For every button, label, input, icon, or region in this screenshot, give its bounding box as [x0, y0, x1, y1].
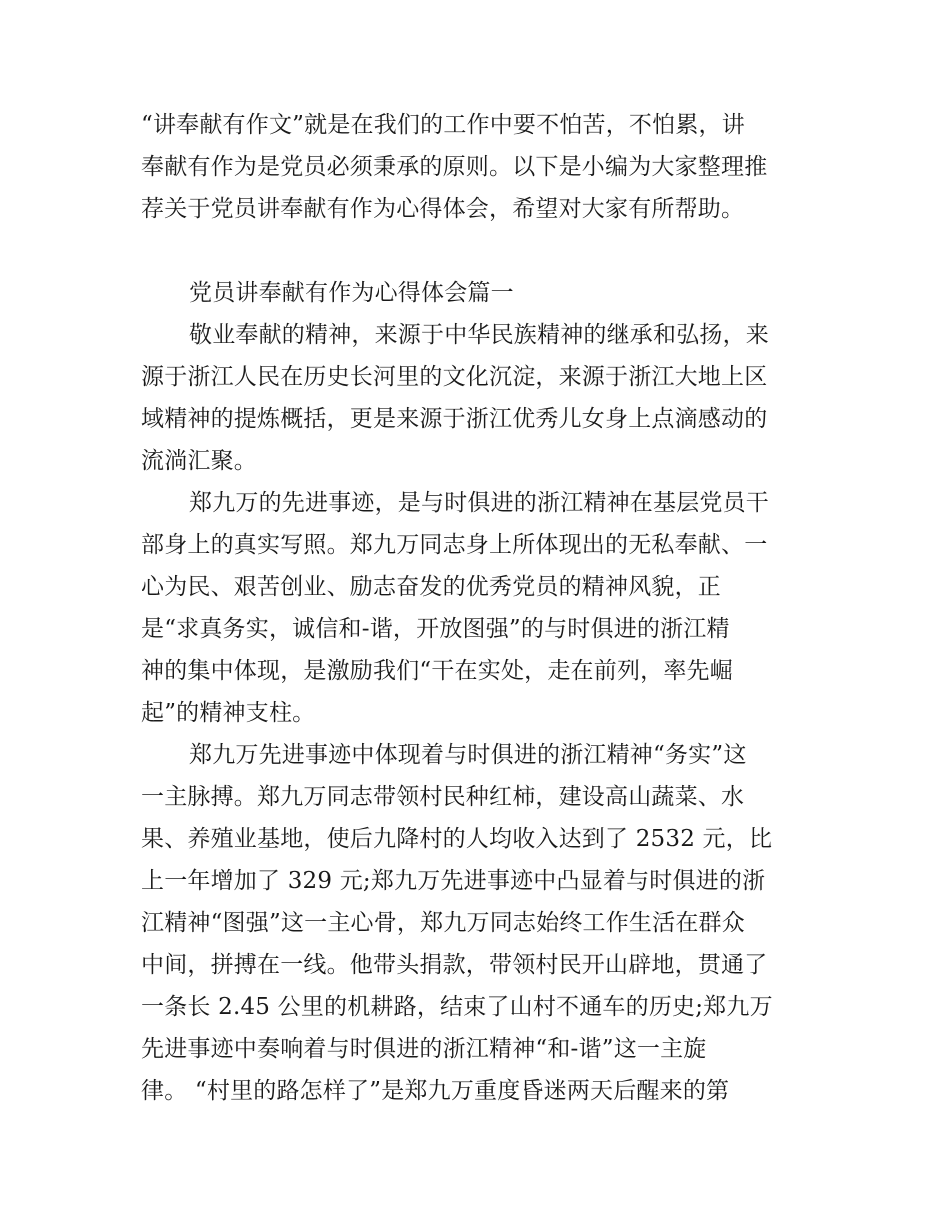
- text-line: 郑九万先进事迹中体现着与时俱进的浙江精神“务实”这: [189, 742, 747, 768]
- text-line: 心为民、艰苦创业、励志奋发的优秀党员的精神风貌，正: [141, 574, 721, 600]
- text-line: 流淌汇聚。: [141, 448, 257, 474]
- intro-paragraph: [141, 104, 813, 230]
- text-line: 中间，拼搏在一线。他带头捐款，带领村民开山辟地，贯通了: [141, 952, 768, 978]
- text-line: 部身上的真实写照。郑九万同志身上所体现出的无私奉献、一: [141, 532, 768, 558]
- text-line: 是“求真务实，诚信和-谐，开放图强”的与时俱进的浙江精: [141, 616, 730, 642]
- body-paragraph-1: [141, 314, 813, 482]
- document-body: [141, 104, 813, 1112]
- section-title: 党员讲奉献有作为心得体会篇一: [189, 280, 514, 306]
- text-line: 荐关于党员讲奉献有作为心得体会，希望对大家有所帮助。: [141, 196, 745, 222]
- text-line: “讲奉献有作文”就是在我们的工作中要不怕苦，不怕累，讲: [141, 112, 745, 138]
- text-line: 神的集中体现，是激励我们“干在实处，走在前列，率先崛: [141, 658, 733, 684]
- text-line: 源于浙江人民在历史长河里的文化沉淀，来源于浙江大地上区: [141, 364, 768, 390]
- body-paragraph-2: [141, 482, 813, 734]
- text-line: 先进事迹中奏响着与时俱进的浙江精神“和-谐”这一主旋: [141, 1036, 707, 1062]
- text-line: 一条长 2.45 公里的机耕路，结束了山村不通车的历史;郑九万: [141, 994, 773, 1020]
- paragraph-spacer: [141, 230, 813, 272]
- text-line: 郑九万的先进事迹，是与时俱进的浙江精神在基层党员干: [189, 490, 769, 516]
- text-line: 江精神“图强”这一主心骨，郑九万同志始终工作生活在群众: [141, 910, 745, 936]
- text-line: 敬业奉献的精神，来源于中华民族精神的继承和弘扬，来: [189, 322, 769, 348]
- text-line: 起”的精神支柱。: [141, 700, 316, 726]
- body-paragraph-3: [141, 734, 813, 1112]
- text-line: 上一年增加了 329 元;郑九万先进事迹中凸显着与时俱进的浙: [141, 868, 766, 894]
- text-line: 奉献有作为是党员必须秉承的原则。以下是小编为大家整理推: [141, 154, 768, 180]
- text-line: 果、养殖业基地，使后九降村的人均收入达到了 2532 元，比: [141, 826, 773, 852]
- text-line: 域精神的提炼概括，更是来源于浙江优秀儿女身上点滴感动的: [141, 406, 768, 432]
- text-line: 一主脉搏。郑九万同志带领村民种红柿，建设高山蔬菜、水: [141, 784, 745, 810]
- text-line: 律。 “村里的路怎样了”是郑九万重度昏迷两天后醒来的第: [141, 1078, 730, 1104]
